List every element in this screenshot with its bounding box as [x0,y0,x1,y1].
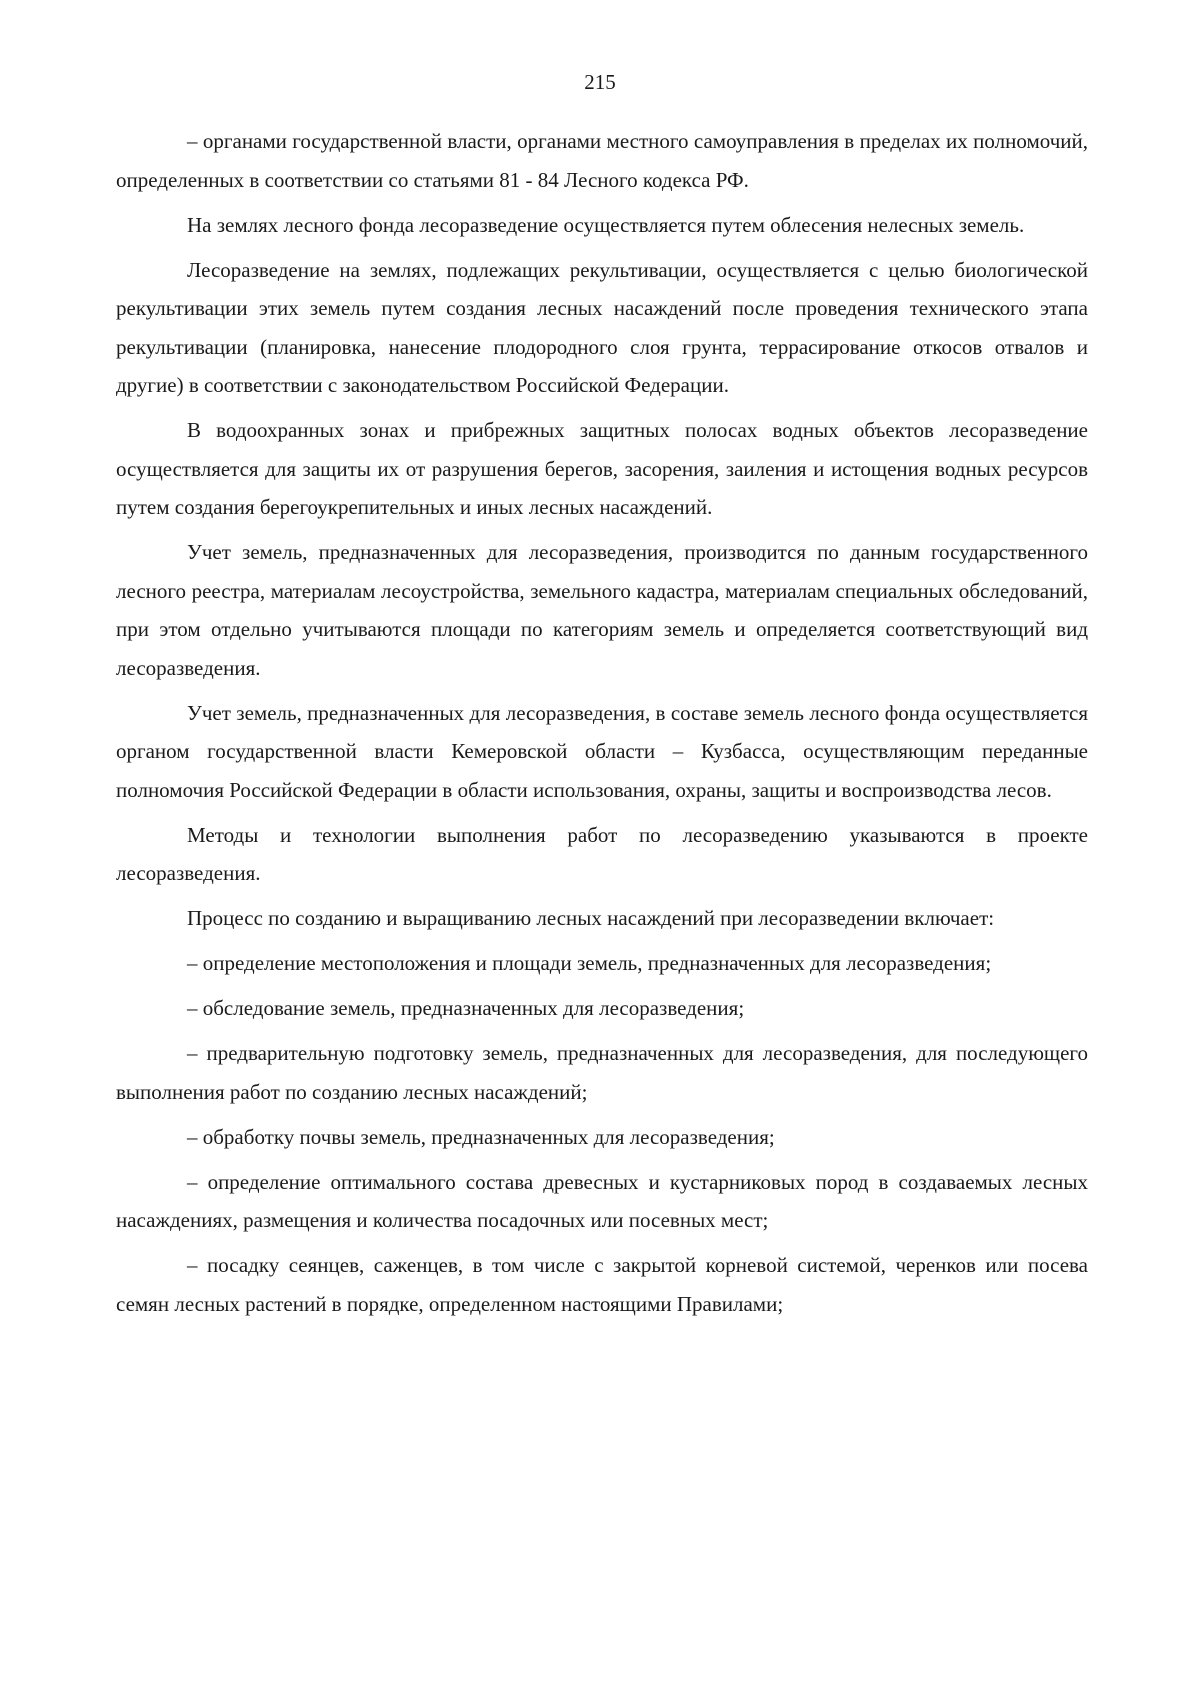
paragraph: Учет земель, предназначенных для лесоразведения, производится по данным государственного лесного реестра, материалам лесоустройства, земельного кадастра, материалам специальных обследований, при этом отдельно учитываются площади по категориям земель и определяется соответствующий вид лесоразведения. [116,540,1088,680]
paragraph: Процесс по созданию и выращиванию лесных насаждений при лесоразведении включает: [187,906,995,930]
list-item: – обработку почвы земель, предназначенных для лесоразведения; [187,1124,775,1149]
list-item: – обследование земель, предназначенных для лесоразведения; [187,996,745,1020]
list-item: – определение местоположения и площади земель, предназначенных для лесоразведения; [187,951,992,975]
paragraph: Лесоразведение на землях, подлежащих рекультивации, осуществляется с целью биологической рекультивации этих земель путем создания лесных насаждений после проведения технического этапа рекультивации (планировка, нанесение плодородного слоя грунта, террасирование откосов отвалов и другие) в соответствии с законодательством Российской Федерации. [116,257,1088,397]
paragraph: В водоохранных зонах и прибрежных защитных полосах водных объектов лесоразведение осуществляется для защиты их от разрушения берегов, засорения, заиления и истощения водных ресурсов путем создания берегоукрепительных и иных лесных насаждений. [116,418,1088,519]
paragraph-item: – органами государственной власти, органами местного самоуправления в пределах их полномочий, определенных в соответствии со статьями 81 - 84 Лесного кодекса РФ. [116,129,1088,192]
list-item: – посадку сеянцев, саженцев, в том числе с закрытой корневой системой, черенков или посева семян лесных растений в порядке, определенном настоящими Правилами; [116,1253,1088,1316]
paragraph: Учет земель, предназначенных для лесоразведения, в составе земель лесного фонда осуществляется органом государственной власти Кемеровской области – Кузбасса, осуществляющим переданные полномочия Российской Федерации в области использования, охраны, защиты и воспроизводства лесов. [116,700,1088,802]
paragraph: На землях лесного фонда лесоразведение осуществляется путем облесения нелесных земель. [187,212,1025,237]
paragraph: Методы и технологии выполнения работ по лесоразведению указываются в проекте лесоразведения. [116,822,1088,885]
page-number: 215 [584,70,616,94]
document-body [116,122,1088,1323]
list-item: – определение оптимального состава древесных и кустарниковых пород в создаваемых лесных насаждениях, размещения и количества посадочных или посевных мест; [116,1169,1088,1232]
list-item: – предварительную подготовку земель, предназначенных для лесоразведения, для последующего выполнения работ по созданию лесных насаждений; [116,1041,1088,1104]
